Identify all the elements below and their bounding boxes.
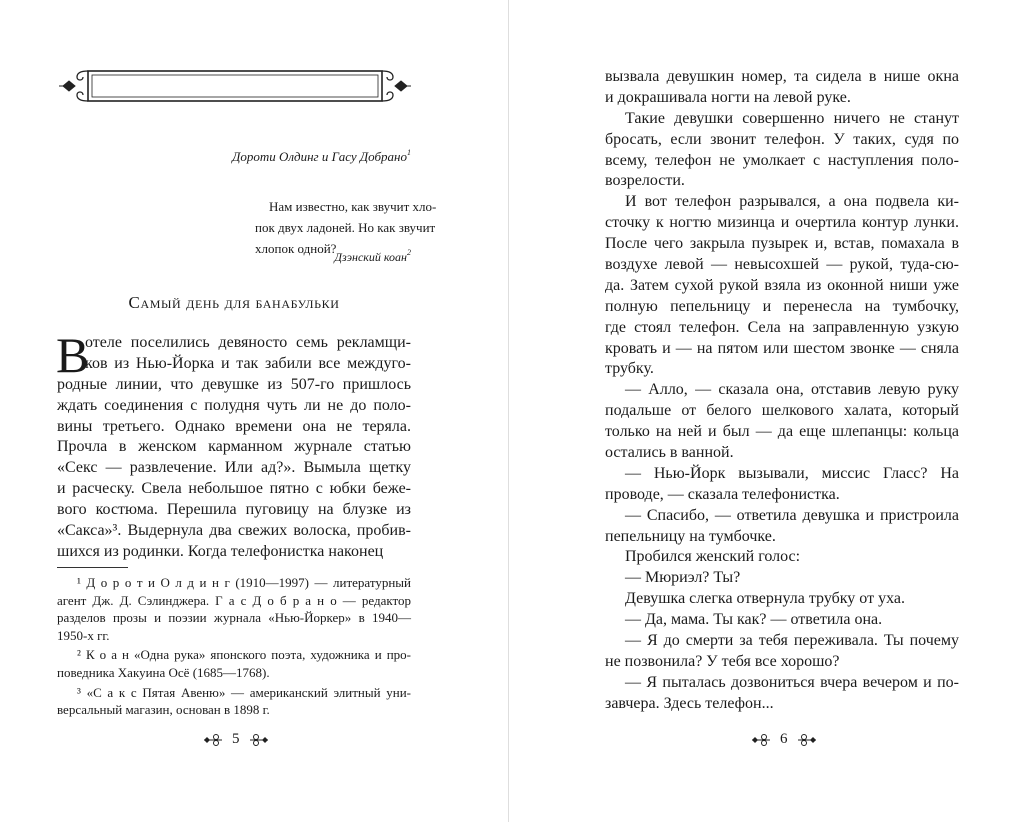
footnote bbox=[57, 646, 411, 681]
text-line: всему, телефон не умолкает с наступления поло- bbox=[605, 151, 959, 169]
text-line: сточку к ногтю мизинца и очертила контур лунки. bbox=[605, 214, 959, 232]
ornament-right-icon bbox=[248, 733, 270, 747]
paragraph bbox=[605, 109, 959, 193]
text-line: кровать и — на пятом или шестом звонке — сняла bbox=[605, 339, 959, 357]
text-line: бросать, если звонит телефон. У таких, судя по bbox=[605, 130, 959, 148]
text-line: ³ «С а к с Пятая Авеню» — американский элитный уни- bbox=[77, 684, 411, 700]
text-line: отеле поселились девяносто семь рекламщи- bbox=[85, 334, 411, 351]
text-line: 1950-х гг. bbox=[57, 627, 110, 643]
text-line: Пробился женский голос: bbox=[625, 548, 801, 566]
text-line: «Секс — развлечение. Или ад?». Вымыла щетку bbox=[57, 459, 411, 477]
footnote-ref[interactable]: 2 bbox=[407, 248, 411, 257]
text-line: поведника Хакуина Осё (1685—1768). bbox=[57, 664, 270, 680]
text-line: разделов прозы и поэзии журнала «Нью-Йоркер» в 1940— bbox=[57, 610, 411, 626]
text-line: После чего закрыла пузырек и, встав, помахала в bbox=[605, 235, 959, 253]
text-line: — Спасибо, — ответила девушка и пристроила bbox=[625, 506, 959, 524]
text-line: трубку. bbox=[605, 360, 654, 378]
paragraph bbox=[605, 380, 959, 464]
paragraph bbox=[605, 631, 959, 673]
text-line: подальше от белого шелкового халата, который bbox=[605, 402, 959, 420]
paragraph bbox=[56, 327, 411, 563]
text-line: и расческу. Свела небольшое пятно с юбки беже- bbox=[57, 480, 411, 498]
page-number-footer bbox=[750, 731, 818, 748]
text-line: — Алло, — сказала она, отставив левую руку bbox=[625, 381, 959, 399]
text-line: где стоял телефон. Села на заправленную узкую bbox=[605, 318, 959, 336]
page-number-footer bbox=[202, 731, 270, 748]
dedication-text: Дороти Олдинг и Гасу Добрано bbox=[232, 149, 407, 164]
text-line: — Я пыталась дозвониться вчера вечером и по- bbox=[625, 673, 959, 691]
text-line: да. Затем сухой рукой взяла из оконной ниши уже bbox=[605, 276, 959, 294]
text-line: «Сакса»³. Выдернула два свежих волоска, пробив- bbox=[57, 522, 411, 540]
text-line: проводе, — сказала телефонистка. bbox=[605, 485, 840, 503]
footnote-divider bbox=[57, 567, 128, 568]
epigraph-line: пок двух ладоней. Но как звучит bbox=[255, 219, 436, 235]
ornament-left-icon bbox=[750, 733, 772, 747]
text-line: шихся из родинки. Когда телефонистка наконец bbox=[57, 542, 384, 560]
text-line: — Да, мама. Ты как? — ответила она. bbox=[625, 611, 883, 629]
page-number: 5 bbox=[232, 731, 240, 747]
ornamental-header-frame bbox=[55, 66, 415, 106]
text-line: — Мюриэл? Ты? bbox=[625, 569, 741, 587]
text-line: — Нью-Йорк вызывали, миссис Гласс? На bbox=[625, 464, 959, 482]
text-line: вызвала девушкин номер, та сидела в нише окна bbox=[605, 68, 959, 85]
text-line: полную пепельницу и перенесла на тумбочку, bbox=[605, 297, 959, 315]
footnote-ref[interactable]: 1 bbox=[407, 148, 411, 157]
drop-cap: В bbox=[56, 327, 90, 383]
text-line: не позвонила? У тебя все хорошо? bbox=[605, 652, 840, 670]
page-number: 6 bbox=[780, 731, 788, 747]
right-page bbox=[509, 0, 1016, 822]
text-line: Такие девушки совершенно ничего не станут bbox=[625, 109, 959, 127]
chapter-title: Самый день для банабульки bbox=[128, 293, 340, 312]
text-line: только на ней и был — да еще шлепанцы: кольца bbox=[605, 423, 959, 441]
paragraph bbox=[605, 568, 959, 589]
paragraph bbox=[605, 67, 959, 109]
paragraph bbox=[605, 673, 959, 715]
text-line: пепельницу на тумбочке. bbox=[605, 527, 776, 545]
text-line: вины третьего. Однако времени она не теряла. bbox=[57, 417, 411, 435]
text-line: ² К о а н «Одна рука» японского поэта, художника и про- bbox=[77, 647, 411, 663]
left-body-text bbox=[56, 327, 411, 563]
text-line: И вот телефон разрывался, а она подвела ки- bbox=[625, 193, 959, 211]
epigraph-line: хлопок одной? bbox=[255, 240, 337, 256]
epigraph-attribution bbox=[334, 250, 411, 265]
ornament-right-icon bbox=[796, 733, 818, 747]
text-line: агент Дж. Д. Сэлинджера. Г а с Д о б р а н о — редактор bbox=[57, 592, 411, 608]
paragraph bbox=[605, 547, 959, 568]
paragraph bbox=[605, 610, 959, 631]
text-line: ждать соединения с полудня чуть ли не до поло- bbox=[57, 396, 411, 414]
paragraph bbox=[605, 464, 959, 506]
paragraph bbox=[605, 192, 959, 380]
text-line: ков из Нью-Йорка и так забили все междуго- bbox=[85, 354, 411, 372]
text-line: ¹ Д о р о т и О л д и н г (1910—1997) — литературный bbox=[77, 575, 411, 590]
attribution-text: Дзэнский коан bbox=[334, 250, 407, 264]
text-line: Прочла в женском карманном журнале статью bbox=[57, 438, 411, 456]
text-line: возрелости. bbox=[605, 172, 685, 190]
ornament-left-icon bbox=[202, 733, 224, 747]
text-line: родные линии, что девушке из 507-го пришлось bbox=[57, 375, 411, 393]
footnote bbox=[57, 684, 411, 719]
text-line: Девушка слегка отвернула трубку от уха. bbox=[625, 590, 905, 608]
text-line: — Я до смерти за тебя переживала. Ты почему bbox=[625, 632, 959, 650]
text-line: остались в ванной. bbox=[605, 444, 734, 462]
footnote bbox=[57, 574, 411, 644]
dedication bbox=[232, 149, 411, 165]
right-body-text bbox=[605, 67, 959, 715]
paragraph bbox=[605, 506, 959, 548]
text-line: и докрашивала ногти на левой руке. bbox=[605, 88, 851, 106]
paragraph bbox=[605, 589, 959, 610]
text-line: версальный магазин, основан в 1898 г. bbox=[57, 702, 270, 718]
epigraph-line: Нам известно, как звучит хло- bbox=[269, 199, 437, 214]
footnotes bbox=[57, 574, 411, 721]
text-line: воздухе левой — невысохшей — рукой, туда-сю- bbox=[605, 256, 959, 274]
text-line: завчера. Здесь телефон... bbox=[605, 694, 774, 712]
text-line: вого костюма. Перешила пуговицу на блузке из bbox=[57, 501, 411, 519]
